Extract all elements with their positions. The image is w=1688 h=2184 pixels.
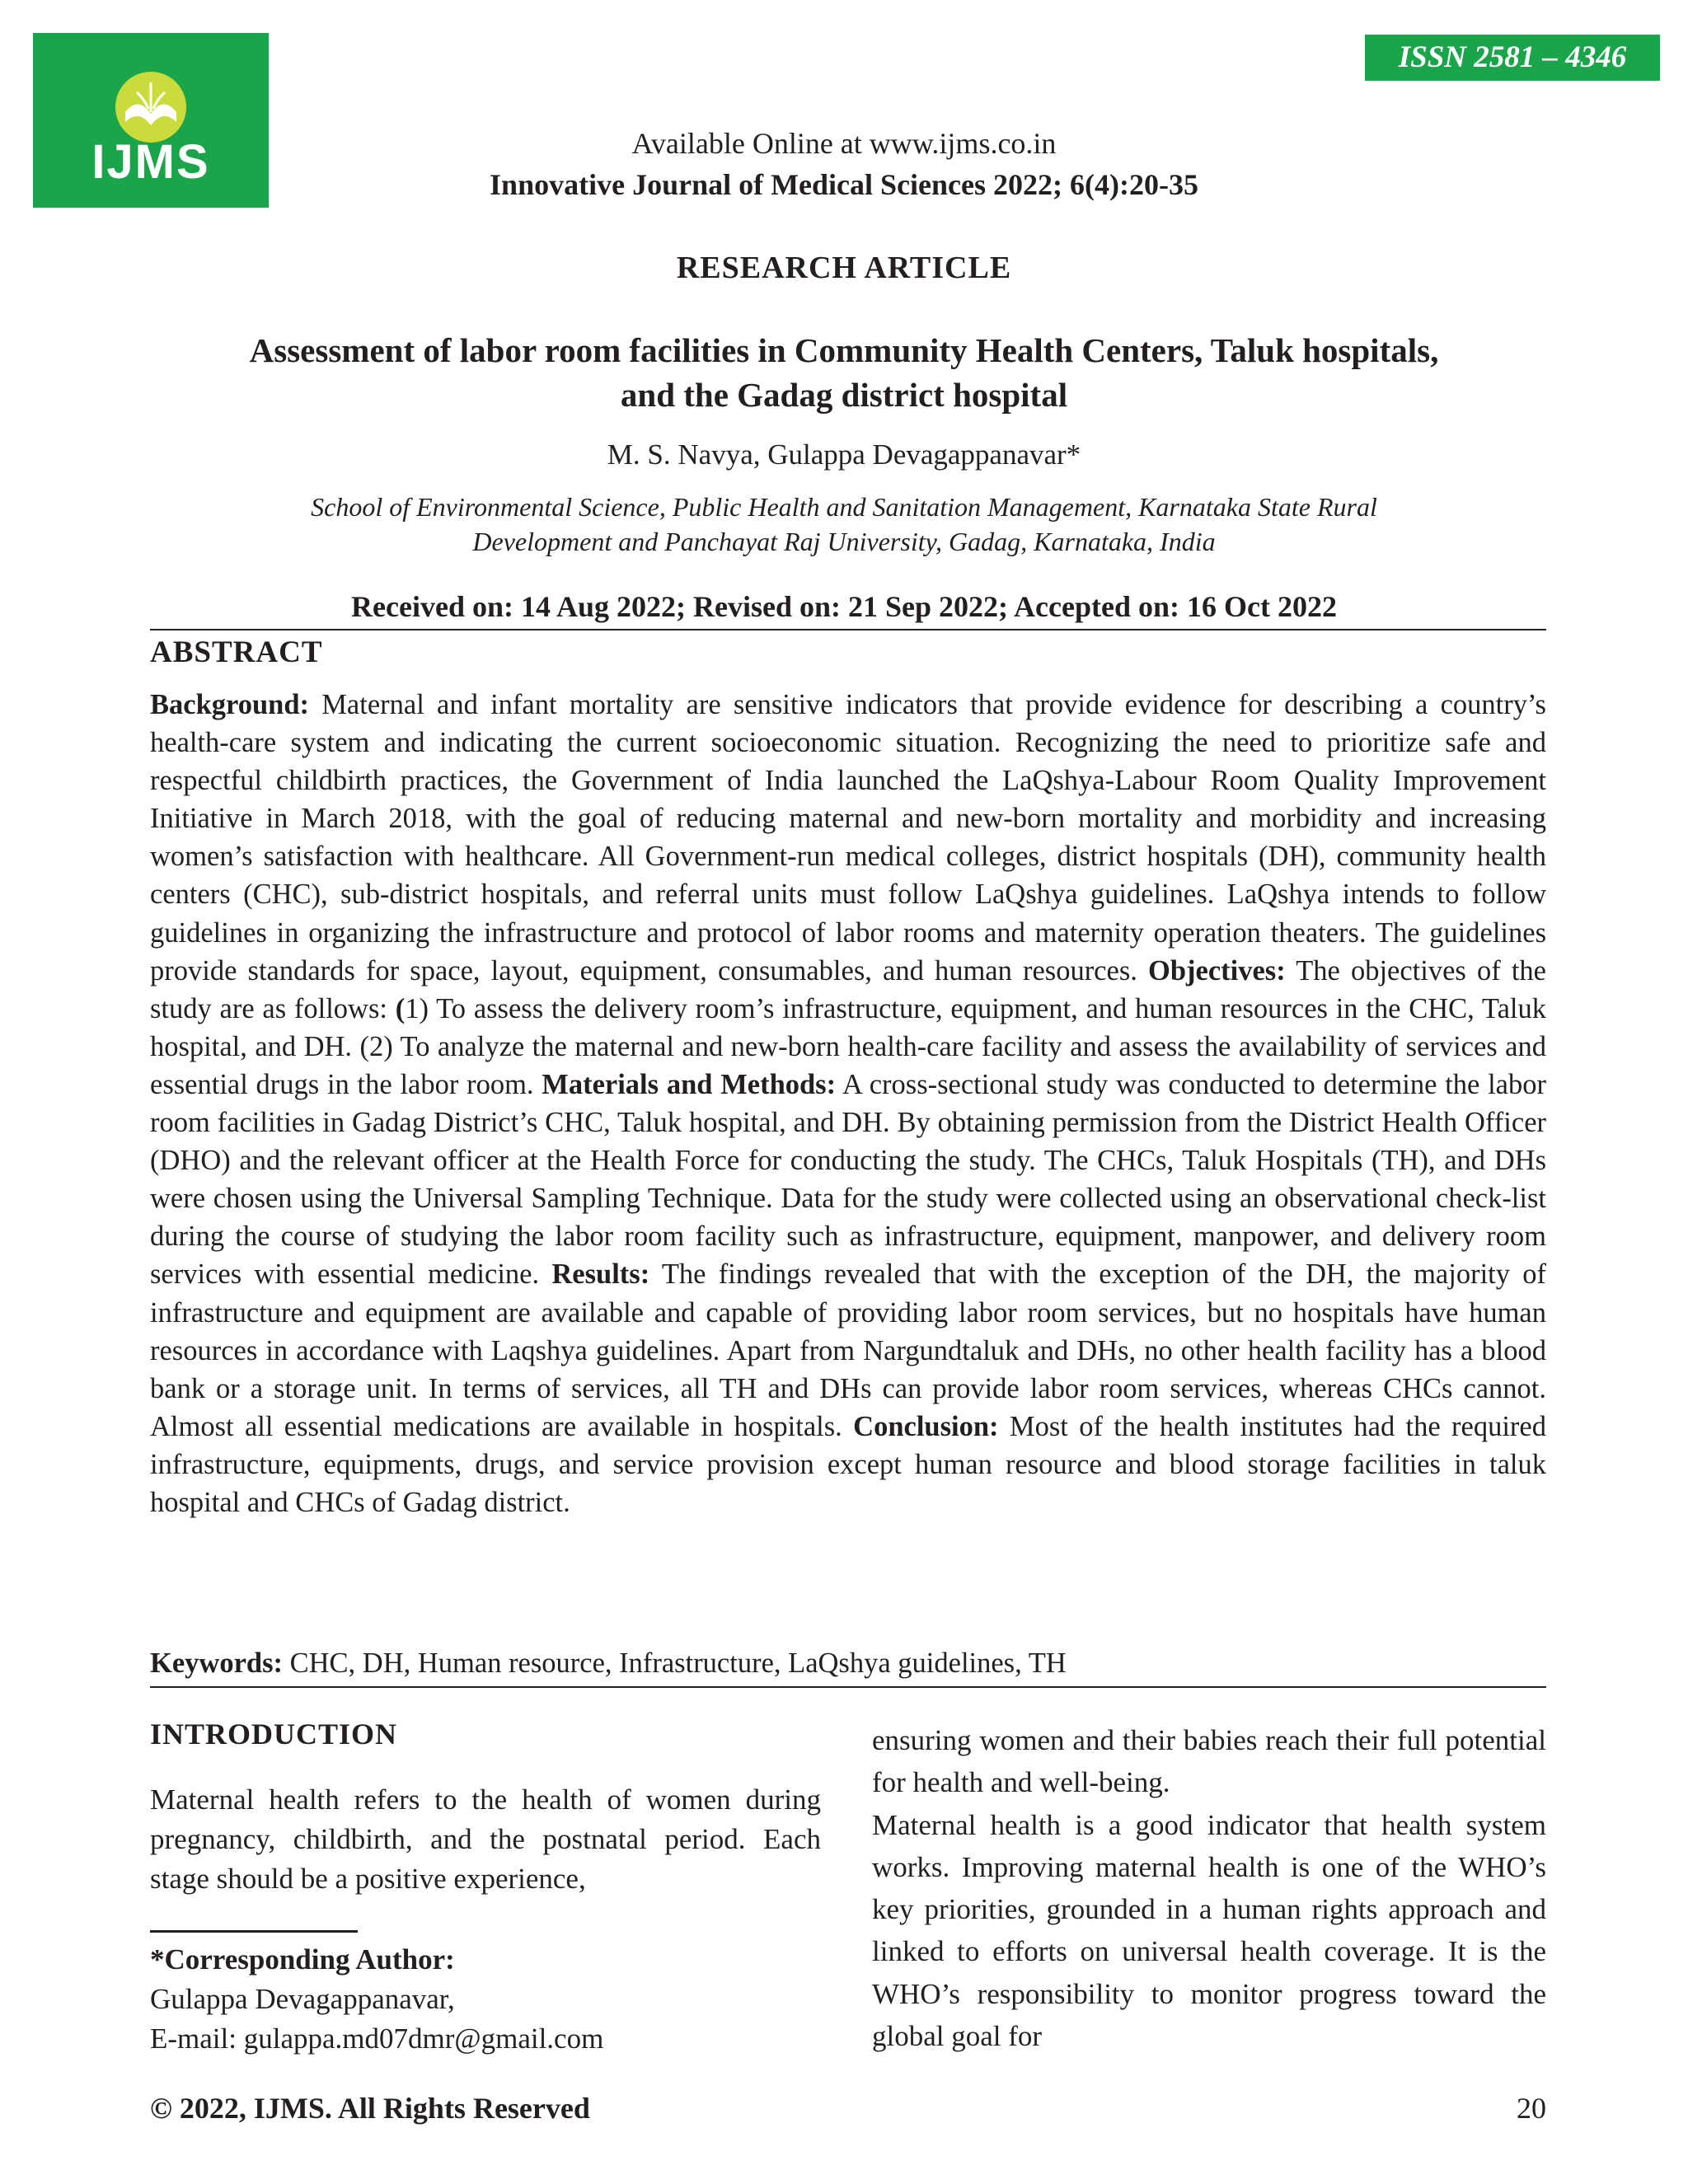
keywords xyxy=(150,1645,1546,1681)
introduction-right-column xyxy=(872,1719,1546,2057)
journal-citation: Innovative Journal of Medical Sciences 2022; 6(4):20-35 xyxy=(490,168,1198,201)
objectives-text-cont: 1) To assess the delivery room’s infrastructure, equipment, and human resources in the CHC, Taluk hospital, and DH. (2) To analyze the maternal and new-born health-care facility and assess the availability of services and essential drugs in the labor room. xyxy=(150,992,1546,1100)
abstract-heading: ABSTRACT xyxy=(150,635,323,669)
objectives-text: The objectives of the study are as follows: xyxy=(150,954,1546,1024)
introduction-heading: INTRODUCTION xyxy=(150,1718,398,1750)
footnote-rule xyxy=(150,1930,358,1933)
background-label: Background: xyxy=(150,689,310,720)
issn-badge: ISSN 2581 – 4346 xyxy=(1365,35,1660,81)
article-type: RESEARCH ARTICLE xyxy=(676,251,1012,285)
footer-copyright: © 2022, IJMS. All Rights Reserved xyxy=(150,2092,590,2125)
corresponding-author-label: *Corresponding Author: xyxy=(150,1943,455,1975)
author-list: M. S. Navya, Gulappa Devagappanavar* xyxy=(607,438,1081,471)
background-text: Maternal and infant mortality are sensitive indicators that provide evidence for describing a country’s health-care system and indicating the current socioeconomic situation. Recognizing the need to prioritize safe and respectful childbirth practices, the Government of India launched the LaQshya-Labour Room Quality Improvement Initiative in March 2018, with the goal of reducing maternal and new-born mortality and morbidity and increasing women’s satisfaction with healthcare. All Government-run medical colleges, district hospitals (DH), community health centers (CHC), sub-district hospitals, and referral units must follow LaQshya guidelines. LaQshya intends to follow guidelines in organizing the infrastructure and protocol of labor rooms and maternity operation theaters. The guidelines provide standards for space, layout, equipment, consumables, and human resources. xyxy=(150,689,1546,987)
objectives-label: Objectives: xyxy=(1148,954,1286,987)
affiliation-line-2: Development and Panchayat Raj University, Gadag, Karnataka, India xyxy=(472,527,1216,556)
title-line-2: and the Gadag district hospital xyxy=(620,376,1068,414)
corresponding-author-name: Gulappa Devagappanavar, xyxy=(150,1983,455,2015)
conclusion-label: Conclusion: xyxy=(853,1410,999,1442)
article-title xyxy=(0,328,1688,417)
availability-line: Available Online at www.ijms.co.in xyxy=(631,127,1057,160)
results-label: Results: xyxy=(551,1258,650,1291)
page-number: 20 xyxy=(1517,2092,1546,2125)
abstract-body xyxy=(150,686,1546,1521)
keywords-text: CHC, DH, Human resource, Infrastructure, LaQshya guidelines, TH xyxy=(282,1647,1067,1679)
title-line-1: Assessment of labor room facilities in Community Health Centers, Taluk hospitals, xyxy=(249,331,1439,369)
affiliation-line-1: School of Environmental Science, Public Health and Sanitation Management, Karnataka State Rural xyxy=(311,492,1377,522)
introduction-paragraph-right-1: ensuring women and their babies reach their full potential for health and well-being. xyxy=(872,1724,1546,1799)
corresponding-author-email: E-mail: gulappa.md07dmr@gmail.com xyxy=(150,2022,604,2055)
divider-bottom xyxy=(150,1686,1546,1688)
affiliation xyxy=(0,490,1688,559)
introduction-paragraph-left: Maternal health refers to the health of women during pregnancy, childbirth, and the postnatal period. Each stage should be a positive experience, xyxy=(150,1783,821,1895)
conclusion-text: Most of the health institutes had the required infrastructure, equipments, drugs, and service provision except human resource and blood storage facilities in taluk hospital and CHCs of Gadag district. xyxy=(150,1410,1546,1518)
article-dates: Received on: 14 Aug 2022; Revised on: 21 Sep 2022; Accepted on: 16 Oct 2022 xyxy=(351,590,1337,623)
divider-top xyxy=(150,629,1546,630)
keywords-label: Keywords: xyxy=(150,1647,283,1679)
introduction-paragraph-right-2: Maternal health is a good indicator that health system works. Improving maternal health is one of the WHO’s key priorities, grounded in a human rights approach and linked to efforts on universal health coverage. It is the WHO’s responsibility to monitor progress toward the global goal for xyxy=(872,1808,1546,2053)
methods-text: A cross-sectional study was conducted to determine the labor room facilities in Gadag District’s CHC, Taluk hospital, and DH. By obtaining permission from the District Health Officer (DHO) and the relevant officer at the Health Force for conducting the study. The CHCs, Taluk Hospitals (TH), and DHs were chosen using the Universal Sampling Technique. Data for the study were collected using an observational check-list during the course of studying the labor room facility such as infrastructure, equipment, manpower, and delivery room services with essential medicine. xyxy=(150,1068,1546,1291)
results-text: The findings revealed that with the exception of the DH, the majority of infrastructure and equipment are available and capable of providing labor room services, but no hospitals have human resources in accordance with Laqshya guidelines. Apart from Nargundtaluk and DHs, no other health facility has a blood bank or a storage unit. In terms of services, all TH and DHs can provide labor room services, whereas CHCs cannot. Almost all essential medications are available in hospitals. xyxy=(150,1258,1546,1442)
objectives-paren: ( xyxy=(395,992,406,1024)
logo-text: IJMS xyxy=(91,135,210,189)
methods-label: Materials and Methods: xyxy=(542,1068,837,1100)
